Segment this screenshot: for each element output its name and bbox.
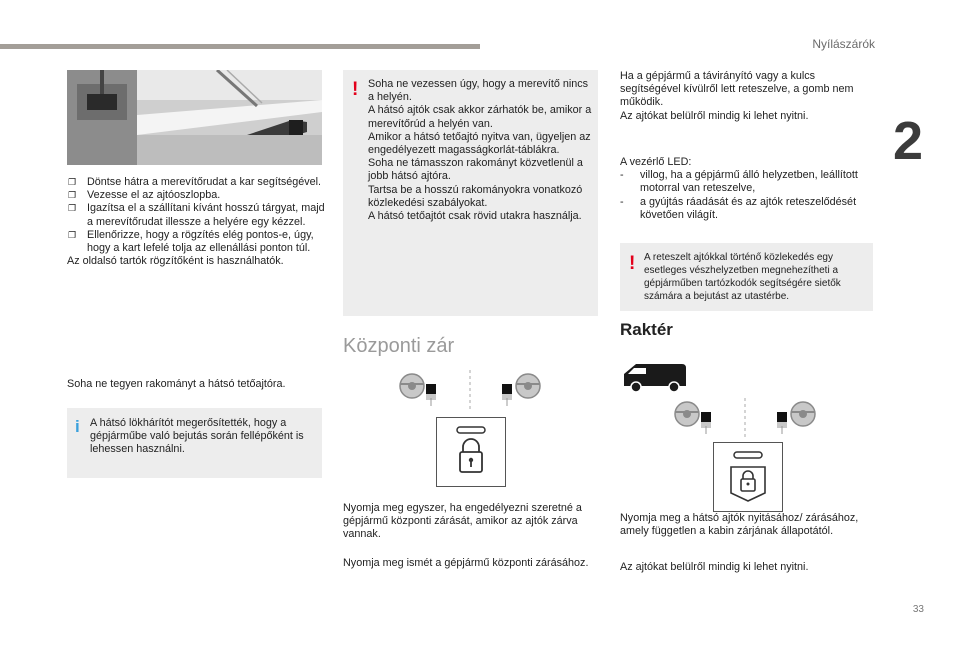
- page-number: 33: [912, 604, 924, 615]
- lhd-rhd-diagram: [390, 370, 550, 410]
- arrow-bullet-icon: ❐: [68, 203, 77, 214]
- steering-wheel-icon: [400, 374, 424, 398]
- step-item: ❐ Vezesse el az ajtóoszlopba.: [68, 189, 221, 202]
- arrow-bullet-icon: ❐: [68, 177, 77, 187]
- central-lock-button[interactable]: [436, 417, 506, 487]
- cargo-lock-button-icon: [714, 443, 782, 511]
- warning-icon: !: [629, 253, 636, 274]
- bar-steps: [67, 176, 327, 268]
- steering-wheel-icon: [675, 402, 699, 426]
- led-item: - villog, ha a gépjármű álló helyzetben, leállított motorral van reteszelve,: [620, 169, 858, 195]
- cargo-heading: Raktér: [620, 320, 673, 339]
- step-item: ❐ Ellenőrizze, hogy a rögzítés elég pontos-e, úgy, hogy a kart lefelé tolja az ellenállási ponton túl.: [68, 228, 314, 255]
- led-section: [620, 156, 875, 222]
- section-title: Nyílászárók: [812, 37, 875, 51]
- press-again-text: Nyomja meg ismét a gépjármű központi zárásához.: [343, 557, 589, 569]
- header-bar: [0, 44, 480, 49]
- warning-icon: !: [352, 79, 359, 100]
- info-icon: i: [75, 417, 80, 436]
- arrow-bullet-icon: ❐: [68, 190, 77, 201]
- steering-wheel-icon: [791, 402, 815, 426]
- cargo-lock-button[interactable]: [713, 442, 783, 512]
- warning-box: [343, 70, 598, 316]
- central-lock-heading: Központi zár: [343, 335, 455, 357]
- side-holder-note: Az oldalsó tartók rögzítőként is használhatók.: [67, 255, 284, 268]
- warning-text: Soha ne vezessen úgy, hogy a merevítő nincs a helyén. A hátsó ajtók csak akkor zárhatók be, amikor a merevítőrúd a helyén van. Amikor a hátsó tetőajtó nyitva van, ügyeljen az engedélyezett magasságkorlát-táblákra. Soha ne támasszon rakományt közvetlenül a jobb hátsó ajtóra. Tartsa be a hosszú rakományokra vonatkozó közlekedési szabályokat. A hátsó tetőajtót csak rövid utakra használja.: [368, 78, 592, 223]
- warning-box-right: [620, 243, 873, 311]
- arrow-bullet-icon: ❐: [68, 229, 77, 240]
- info-box: [67, 408, 322, 478]
- press-once-text: Nyomja meg egyszer, ha engedélyezni szeretné a gépjármű központi zárását, amikor az ajtók zárva vannak.: [343, 502, 582, 541]
- press-rear-text: Nyomja meg a hátsó ajtók nyitásához/ zárásához, amely független a kabin zárjának állapotától.: [620, 512, 859, 538]
- steering-wheel-icon: [516, 374, 540, 398]
- roof-bar-photo: [67, 70, 322, 165]
- lhd-rhd-diagram-cargo: [665, 398, 825, 438]
- lock-warning-text: A reteszelt ajtókkal történő közlekedés egy esetleges vészhelyzetben megnehezítheti a gépjárműben tartózkodók segítségére sietők számára a bejutást az utastérbe.: [644, 252, 841, 302]
- roof-load-note: Soha ne tegyen rakományt a hátsó tetőajtóra.: [67, 378, 286, 390]
- led-title: A vezérlő LED:: [620, 156, 692, 168]
- chapter-number: 2: [893, 111, 924, 171]
- step-item: ❐ Döntse hátra a merevítőrudat a kar segítségével.: [68, 176, 322, 188]
- remote-note: Ha a gépjármű a távirányító vagy a kulcs segítségével kívülről lett reteszelve, a gomb nem működik. Az ajtókat belülről mindig ki lehet nyitni.: [620, 70, 854, 122]
- info-text: A hátsó lökhárítót megerősítették, hogy a gépjárműbe való bejutás során fellépőként is lehessen használni.: [90, 417, 304, 456]
- van-icon: [620, 358, 690, 394]
- padlock-button-icon: [437, 418, 505, 486]
- inside-open-text: Az ajtókat belülről mindig ki lehet nyitni.: [620, 561, 809, 573]
- led-item: - a gyújtás ráadását és az ajtók reteszelődését követően világít.: [620, 195, 857, 221]
- step-item: ❐ Igazítsa el a szállítani kívánt hosszú tárgyat, majd a merevítőrudat illessze a helyére egy kézzel.: [68, 202, 325, 228]
